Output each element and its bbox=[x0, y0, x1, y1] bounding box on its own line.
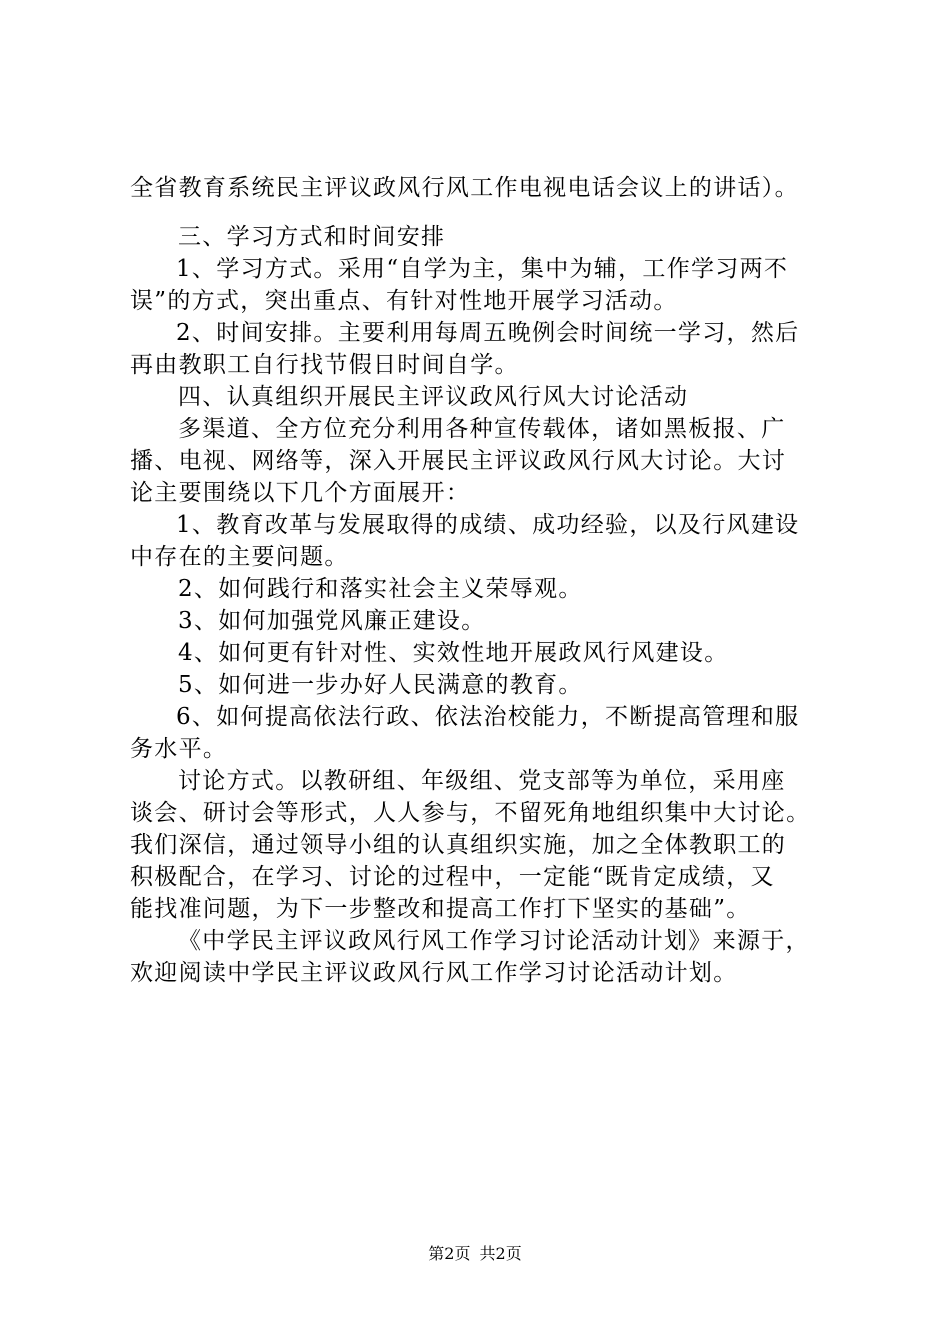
text-line: 5、如何进一步办好人民满意的教育。 bbox=[178, 672, 583, 698]
text-line: 务水平。 bbox=[130, 736, 228, 762]
text-line: 多渠道、全方位充分利用各种宣传载体，诸如黑板报、广 bbox=[178, 416, 786, 442]
text-line: 能找准问题，为下一步整改和提高工作打下坚实的基础”。 bbox=[130, 896, 751, 922]
section-heading: 四、认真组织开展民主评议政风行风大讨论活动 bbox=[178, 384, 689, 410]
text-line: 播、电视、网络等，深入开展民主评议政风行风大讨论。大讨 bbox=[130, 448, 787, 474]
page-footer bbox=[0, 1244, 950, 1264]
page-total: 共2页 bbox=[479, 1244, 522, 1263]
text-line: 全省教育系统民主评议政风行风工作电视电话会议上的讲话）。 bbox=[130, 175, 799, 201]
text-line: 讨论方式。以教研组、年级组、党支部等为单位，采用座 bbox=[178, 768, 786, 794]
text-line: 2、如何践行和落实社会主义荣辱观。 bbox=[178, 576, 583, 602]
text-line: 误”的方式，突出重点、有针对性地开展学习活动。 bbox=[130, 288, 678, 314]
document-body bbox=[130, 172, 830, 989]
text-line: 4、如何更有针对性、实效性地开展政风行风建设。 bbox=[178, 640, 729, 666]
text-line: 我们深信，通过领导小组的认真组织实施，加之全体教职工的 bbox=[130, 832, 787, 858]
text-line: 《中学民主评议政风行风工作学习讨论活动计划》来源于， bbox=[178, 928, 810, 954]
text-line: 1、教育改革与发展取得的成绩、成功经验，以及行风建设 bbox=[176, 512, 800, 538]
page-number: 第2页 bbox=[428, 1244, 471, 1263]
section-heading: 三、学习方式和时间安排 bbox=[178, 224, 446, 250]
text-line: 2、时间安排。主要利用每周五晚例会时间统一学习，然后 bbox=[176, 320, 800, 346]
text-line: 谈会、研讨会等形式，人人参与，不留死角地组织集中大讨论。 bbox=[130, 800, 811, 826]
text-line: 再由教职工自行找节假日时间自学。 bbox=[130, 352, 519, 378]
text-line: 论主要围绕以下几个方面展开： bbox=[130, 480, 471, 506]
text-line: 3、如何加强党风廉正建设。 bbox=[178, 608, 486, 634]
text-line: 1、学习方式。采用“自学为主，集中为辅，工作学习两不 bbox=[176, 256, 789, 282]
text-line: 6、如何提高依法行政、依法治校能力，不断提高管理和服 bbox=[176, 704, 800, 730]
text-line: 中存在的主要问题。 bbox=[130, 544, 349, 570]
text-line: 积极配合，在学习、讨论的过程中，一定能“既肯定成绩，又 bbox=[130, 864, 775, 890]
text-line: 欢迎阅读中学民主评议政风行风工作学习讨论活动计划。 bbox=[130, 960, 738, 986]
